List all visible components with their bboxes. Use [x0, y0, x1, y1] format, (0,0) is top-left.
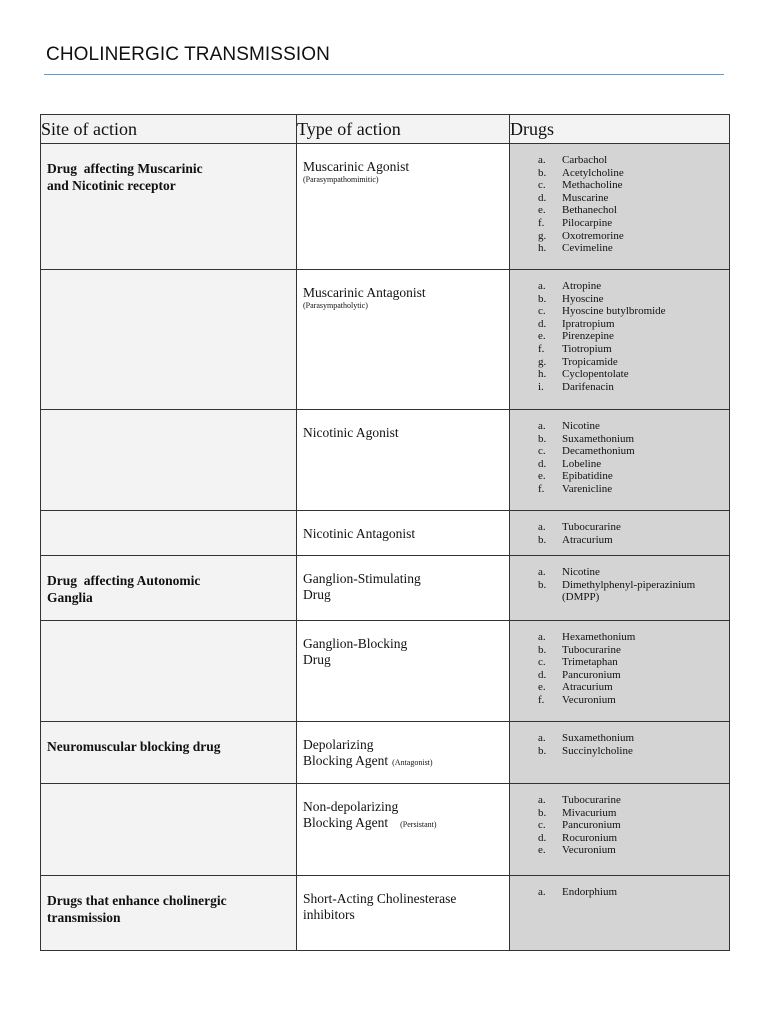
drug-item [538, 330, 729, 343]
title-underline [44, 74, 724, 75]
type-line [303, 425, 503, 441]
drugs-cell [510, 784, 730, 876]
drug-list [510, 556, 729, 604]
drug-item [538, 356, 729, 369]
drug-marker: h. [538, 368, 547, 381]
table-row [41, 722, 730, 784]
type-of-action-cell [297, 784, 510, 876]
table-row [41, 511, 730, 556]
drugs-cell [510, 556, 730, 621]
drug-name: Cyclopentolate [562, 368, 629, 381]
drug-marker: c. [538, 656, 546, 669]
drug-item [538, 280, 729, 293]
table-row [41, 410, 730, 511]
drug-list [510, 144, 729, 255]
drug-list [510, 784, 729, 857]
type-inline-note: (Antagonist) [392, 758, 433, 767]
drug-marker: e. [538, 204, 546, 217]
drug-item [538, 217, 729, 230]
header-drugs: Drugs [510, 115, 730, 144]
drug-item [538, 591, 729, 604]
site-line: and Nicotinic receptor [47, 178, 176, 193]
drug-item [538, 368, 729, 381]
drug-name: Suxamethonium [562, 432, 635, 445]
type-line [303, 526, 503, 542]
drug-item [538, 819, 729, 832]
drugs-cell [510, 144, 730, 270]
drug-item [538, 179, 729, 192]
site-line: Ganglia [47, 590, 93, 605]
drug-item [538, 694, 729, 707]
drug-name: Pancuronium [562, 668, 621, 681]
type-line-text: Drug [303, 652, 331, 667]
type-line-text: Ganglion-Blocking [303, 636, 408, 651]
drug-item [538, 631, 729, 644]
type-of-action-text [297, 621, 509, 668]
drug-marker: b. [538, 432, 547, 445]
type-line [303, 737, 503, 753]
drug-marker: d. [538, 668, 547, 681]
drug-name: Trimetaphan [562, 656, 618, 669]
type-line [303, 652, 503, 668]
drug-marker: a. [538, 566, 546, 578]
drug-name: Bethanechol [562, 204, 617, 217]
drug-item [538, 445, 729, 458]
drug-marker: a. [538, 631, 546, 643]
table-row [41, 784, 730, 876]
site-of-action-cell [41, 621, 297, 722]
drug-marker: a. [538, 794, 546, 806]
drug-name: Vecuronium [562, 844, 616, 857]
drug-list [510, 876, 729, 899]
drugs-cell [510, 621, 730, 722]
type-of-action-text [297, 270, 509, 311]
header-type-of-action: Type of action [297, 115, 510, 144]
type-of-action-cell [297, 410, 510, 511]
site-of-action-cell [41, 410, 297, 511]
site-line: Drugs that enhance cholinergic [47, 893, 227, 908]
drug-name: Endorphium [562, 886, 617, 898]
table-row [41, 556, 730, 621]
drug-item [538, 470, 729, 483]
drug-list [510, 511, 729, 546]
drug-name: Dimethylphenyl-piperazinium [562, 578, 696, 591]
type-line [303, 636, 503, 652]
drug-name: Tubocurarine [562, 643, 621, 656]
site-of-action-text [41, 876, 296, 926]
drug-item [538, 318, 729, 331]
drug-name: Oxotremorine [562, 229, 624, 242]
drug-marker: b. [538, 166, 547, 179]
drug-list [510, 410, 729, 496]
type-line-text: Depolarizing [303, 737, 374, 752]
drug-item [538, 644, 729, 657]
drugs-cell [510, 410, 730, 511]
drug-marker: e. [538, 681, 546, 694]
type-line-text: Nicotinic Antagonist [303, 526, 416, 541]
drug-name: Epibatidine [562, 470, 613, 483]
site-of-action-cell [41, 144, 297, 270]
drug-item [538, 433, 729, 446]
type-line-text: Nicotinic Agonist [303, 425, 399, 440]
type-line-text: Short-Acting Cholinesterase [303, 891, 457, 906]
drug-marker: a. [538, 420, 546, 432]
drug-name: Tiotropium [562, 342, 612, 355]
drug-item [538, 656, 729, 669]
drugs-cell [510, 876, 730, 951]
drug-marker: a. [538, 521, 546, 533]
drug-name: Nicotine [562, 420, 600, 432]
drug-item [538, 534, 729, 547]
drug-name: (DMPP) [562, 591, 600, 604]
drug-name: Lobeline [562, 457, 602, 470]
site-of-action-text [41, 556, 296, 606]
drug-marker: e. [538, 844, 546, 857]
drug-marker: a. [538, 886, 546, 898]
drug-name: Succinylcholine [562, 744, 633, 757]
type-line [303, 799, 503, 815]
drug-name: Methacholine [562, 179, 623, 192]
drug-name: Acetylcholine [562, 166, 624, 179]
drug-name: Rocuronium [562, 831, 617, 844]
drug-name: Muscarine [562, 191, 609, 204]
type-of-action-text [297, 722, 509, 771]
drug-name: Tropicamide [562, 355, 618, 368]
drug-name: Nicotine [562, 566, 600, 578]
drug-list [510, 270, 729, 393]
drug-marker: f. [538, 482, 545, 495]
drug-item [538, 579, 729, 592]
drug-name: Pilocarpine [562, 216, 613, 229]
type-of-action-cell [297, 511, 510, 556]
drug-item [538, 204, 729, 217]
type-line [303, 753, 503, 771]
drug-marker: f. [538, 693, 545, 706]
drug-marker: c. [538, 179, 546, 192]
drug-marker: a. [538, 154, 546, 166]
drug-marker: f. [538, 342, 545, 355]
drug-list [510, 722, 729, 757]
type-of-action-cell [297, 621, 510, 722]
drug-item [538, 732, 729, 745]
drug-name: Pancuronium [562, 819, 621, 832]
drug-marker: g. [538, 229, 547, 242]
drug-item [538, 458, 729, 471]
drug-name: Hyoscine butylbromide [562, 305, 666, 318]
type-note: (Parasympatholytic) [303, 301, 368, 310]
type-of-action-text [297, 144, 509, 185]
site-line: transmission [47, 910, 121, 925]
type-line-text: Muscarinic Agonist [303, 159, 410, 174]
type-line-text: inhibitors [303, 907, 355, 922]
drug-marker: b. [538, 533, 547, 546]
drug-name: Atropine [562, 280, 602, 292]
drug-item [538, 305, 729, 318]
type-line-text: Non-depolarizing [303, 799, 399, 814]
drug-item [538, 230, 729, 243]
type-of-action-cell [297, 722, 510, 784]
type-of-action-text [297, 556, 509, 603]
table-row [41, 621, 730, 722]
drug-marker: c. [538, 819, 546, 832]
drug-item [538, 669, 729, 682]
header-site-of-action: Site of action [41, 115, 297, 144]
type-line [303, 587, 503, 603]
drug-item [538, 242, 729, 255]
drug-marker: d. [538, 831, 547, 844]
drug-item [538, 794, 729, 807]
drug-item [538, 381, 729, 394]
drug-marker: f. [538, 216, 545, 229]
type-of-action-text [297, 784, 509, 833]
site-of-action-cell [41, 876, 297, 951]
drug-name: Hyoscine [562, 292, 604, 305]
type-line-text: Muscarinic Antagonist [303, 285, 426, 300]
drug-name: Decamethonium [562, 445, 635, 458]
type-line [303, 285, 503, 301]
type-of-action-cell [297, 270, 510, 410]
drug-name: Tubocurarine [562, 521, 621, 533]
drug-name: Ipratropium [562, 317, 615, 330]
site-of-action-cell [41, 784, 297, 876]
drug-marker: g. [538, 355, 547, 368]
drug-marker: b. [538, 744, 547, 757]
drug-marker: i. [538, 380, 544, 393]
drug-marker: h. [538, 242, 547, 255]
type-line [303, 815, 503, 833]
drug-name: Tubocurarine [562, 794, 621, 806]
drug-name: Carbachol [562, 154, 608, 166]
drug-marker: b. [538, 643, 547, 656]
drug-marker: c. [538, 305, 546, 318]
type-of-action-text [297, 410, 509, 441]
site-of-action-cell [41, 556, 297, 621]
drug-list [510, 621, 729, 707]
type-of-action-cell [297, 144, 510, 270]
drug-marker: d. [538, 191, 547, 204]
drug-marker: d. [538, 457, 547, 470]
drug-name: Atracurium [562, 681, 613, 694]
site-of-action-text [41, 144, 296, 194]
drugs-cell [510, 722, 730, 784]
table-row [41, 270, 730, 410]
drug-marker: c. [538, 445, 546, 458]
type-note: (Parasympathomimitic) [303, 175, 379, 184]
type-line-text: Ganglion-Stimulating [303, 571, 421, 586]
drug-item [538, 566, 729, 579]
drug-item [538, 154, 729, 167]
drug-name: Suxamethonium [562, 732, 635, 744]
drug-item [538, 420, 729, 433]
drug-name: Vecuronium [562, 693, 616, 706]
drug-item [538, 832, 729, 845]
header-row [41, 115, 730, 144]
drug-item [538, 521, 729, 534]
drug-marker: d. [538, 317, 547, 330]
drug-item [538, 343, 729, 356]
type-line-text: Blocking Agent [303, 815, 389, 830]
drug-marker: b. [538, 578, 547, 591]
table-row [41, 876, 730, 951]
drug-marker: a. [538, 732, 546, 744]
type-of-action-cell [297, 876, 510, 951]
drug-item [538, 483, 729, 496]
drug-name: Cevimeline [562, 242, 613, 255]
drugs-cell [510, 270, 730, 410]
drug-item [538, 886, 729, 899]
drug-name: Darifenacin [562, 380, 614, 393]
type-line-text: Drug [303, 587, 331, 602]
document-title: CHOLINERGIC TRANSMISSION [46, 44, 330, 65]
drug-marker: e. [538, 330, 546, 343]
drug-name: Hexamethonium [562, 631, 636, 643]
drug-marker [538, 591, 562, 604]
drug-marker: a. [538, 280, 546, 292]
drug-item [538, 293, 729, 306]
drug-item [538, 167, 729, 180]
drug-marker: e. [538, 470, 546, 483]
type-line [303, 907, 503, 923]
drug-item [538, 745, 729, 758]
type-line [303, 571, 503, 587]
cholinergic-table [40, 114, 730, 951]
site-line: Neuromuscular blocking drug [47, 739, 221, 754]
site-line: Drug affecting Autonomic [47, 573, 201, 588]
site-of-action-text [41, 722, 296, 755]
drug-marker: b. [538, 292, 547, 305]
type-line [303, 159, 503, 175]
drug-name: Atracurium [562, 533, 613, 546]
drug-name: Varenicline [562, 482, 613, 495]
drug-item [538, 844, 729, 857]
type-of-action-cell [297, 556, 510, 621]
type-line [303, 891, 503, 907]
drug-item [538, 192, 729, 205]
site-of-action-cell [41, 511, 297, 556]
site-line: Drug affecting Muscarinic [47, 161, 203, 176]
drug-name: Pirenzepine [562, 330, 614, 343]
site-of-action-cell [41, 270, 297, 410]
table-row [41, 144, 730, 270]
drug-name: Mivacurium [562, 806, 617, 819]
site-of-action-cell [41, 722, 297, 784]
drugs-cell [510, 511, 730, 556]
type-of-action-text [297, 511, 509, 542]
drug-item [538, 681, 729, 694]
drug-item [538, 807, 729, 820]
type-inline-note: (Persistant) [400, 820, 437, 829]
type-of-action-text [297, 876, 509, 923]
drug-marker: b. [538, 806, 547, 819]
type-line-text: Blocking Agent [303, 753, 389, 768]
